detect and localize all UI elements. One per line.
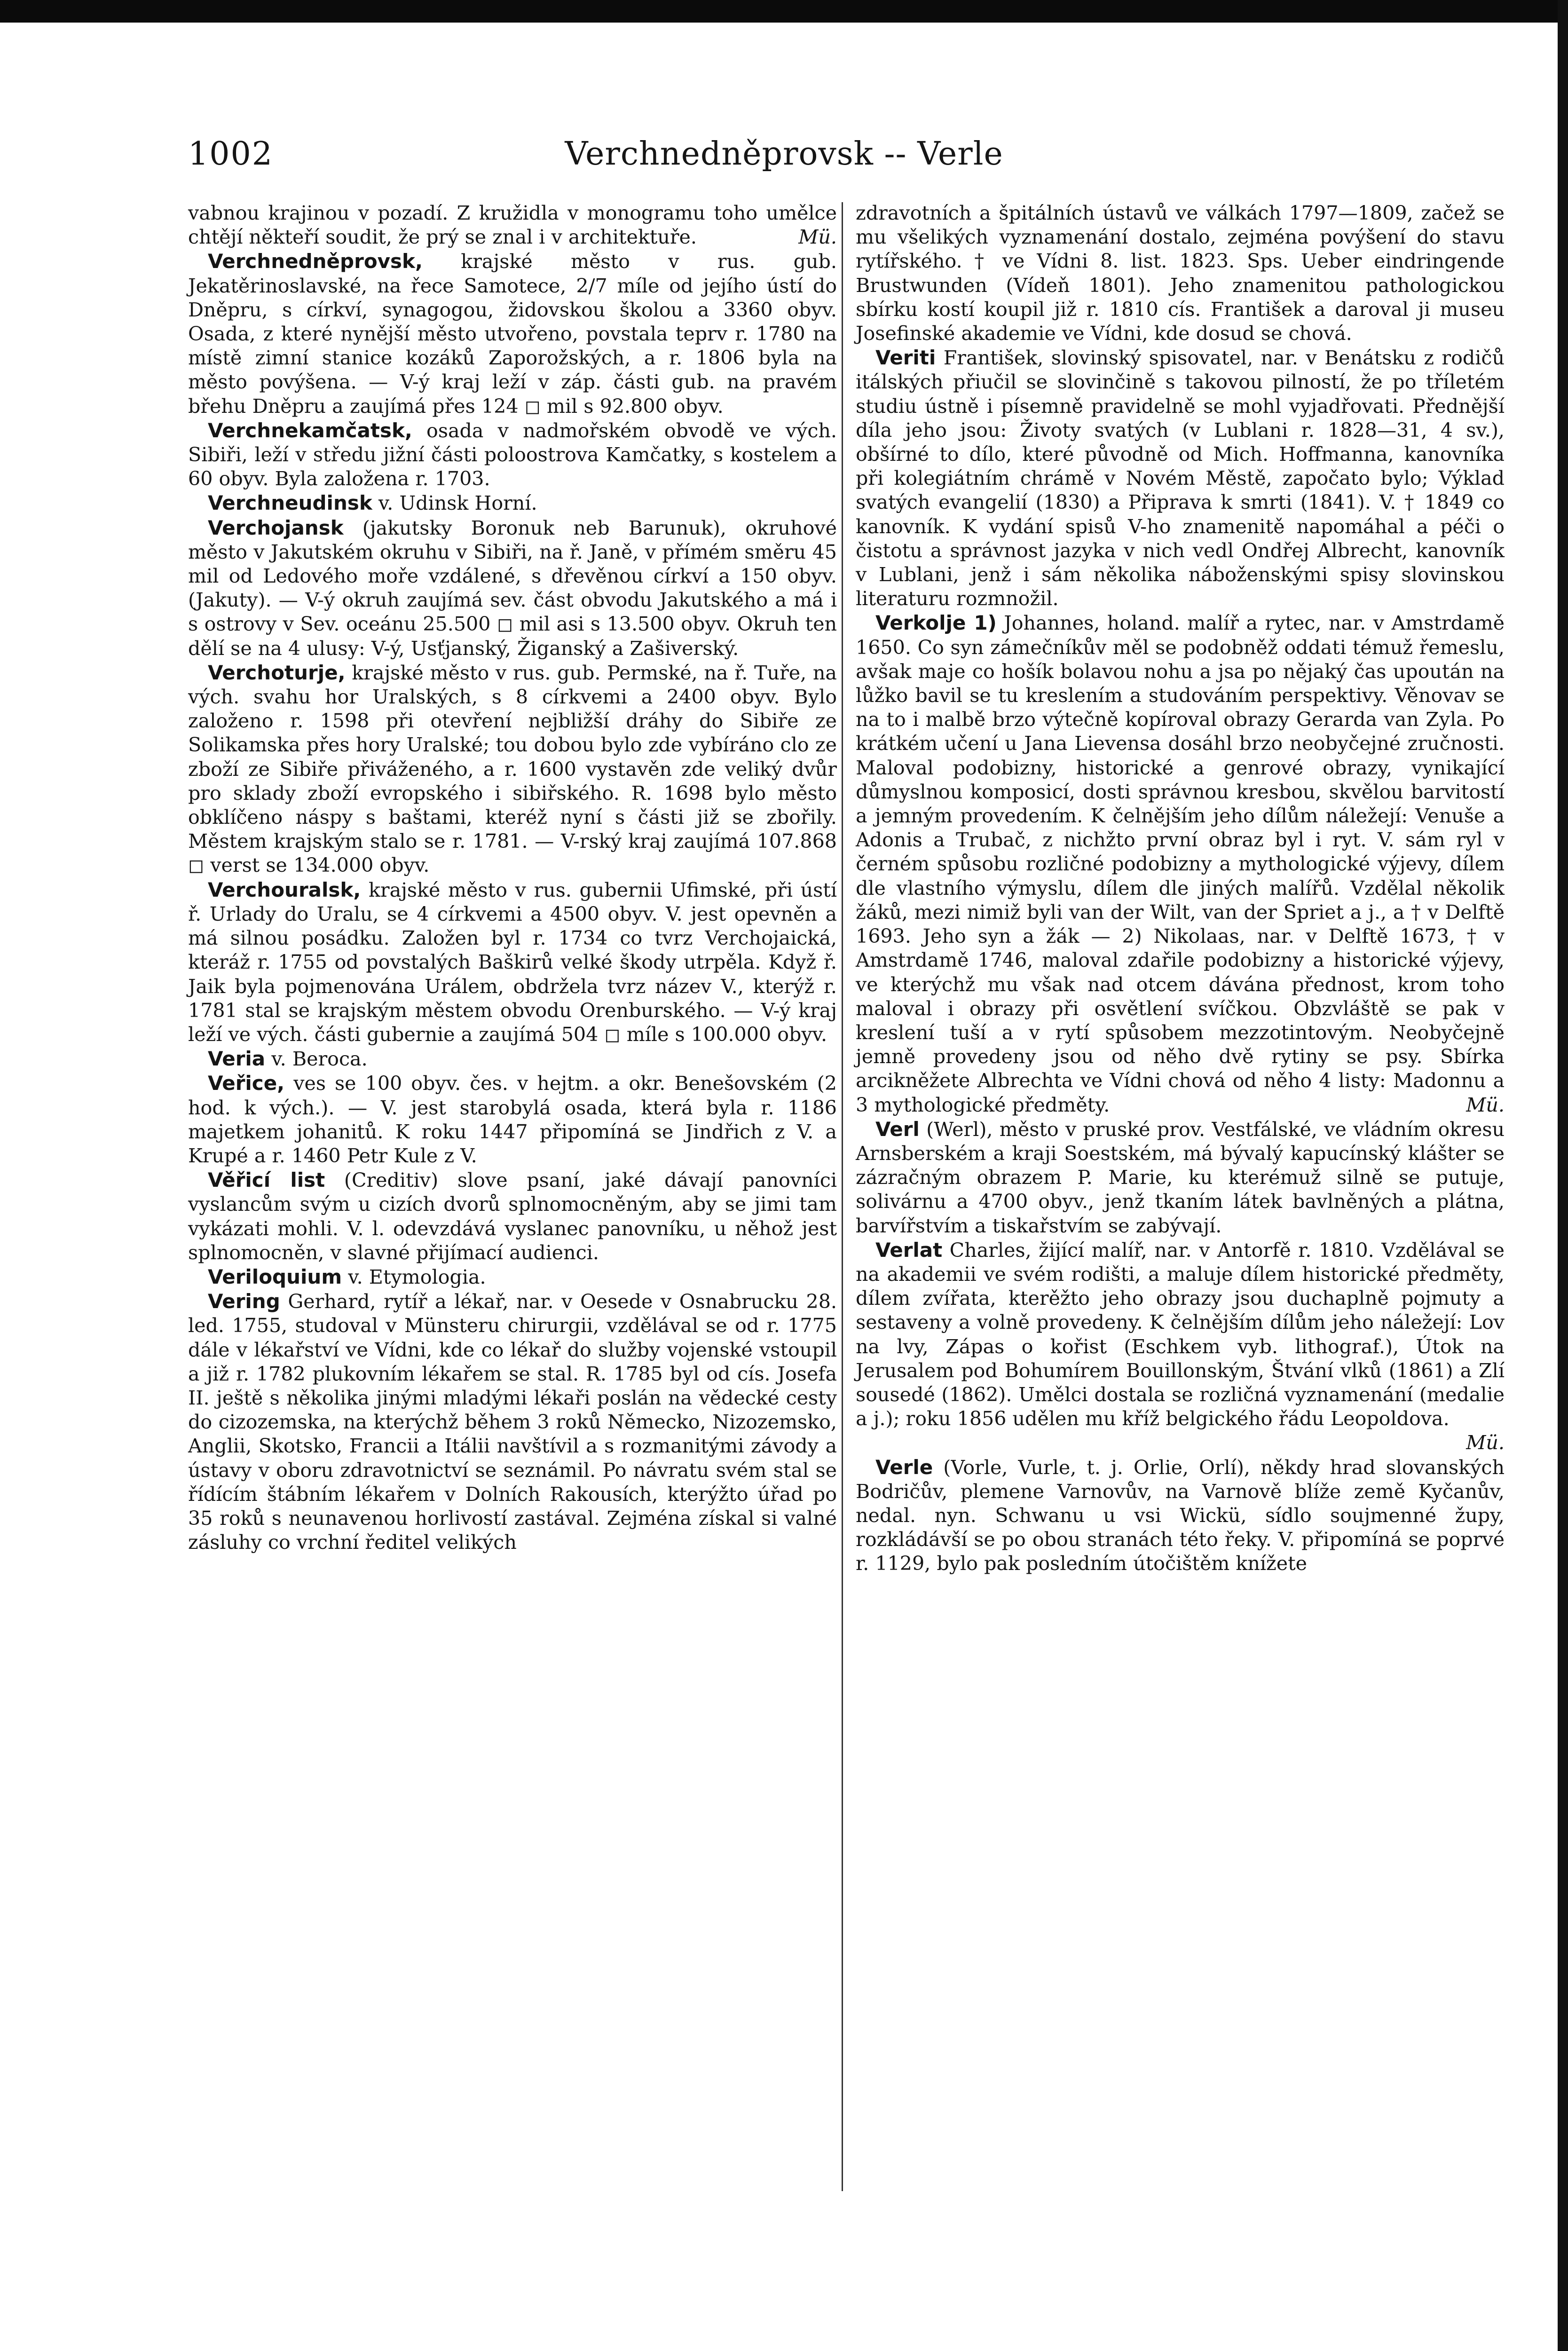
dictionary-entry <box>188 661 837 878</box>
dictionary-entry <box>188 418 837 491</box>
entry-headword: Verchouralsk, <box>208 878 361 901</box>
entry-headword: Verlat <box>875 1238 943 1262</box>
author-signature: Mü. <box>798 226 837 249</box>
entry-headword: Věřicí list <box>208 1168 325 1192</box>
page-number: 1002 <box>188 135 274 173</box>
entry-text: František, slovinský spisovatel, nar. v Benátsku z rodičů itálských přiučil se slovinčině s takovou pilností, že po tříletém studiu ústně i písemně pravidelně se mohl vyjadřovati. Přednější díla jeho jsou: Životy svatých (v Lublani r. 1828—31, 4 sv.), obšírné to dílo, které původně od Mich. Hoffmanna, kanovníka při kolegiátním chrámě v Novém Městě, započato bylo; Výklad svatých evangelií (1830) a Připrava k smrti (1841). V. † 1849 co kanovník. K vydání spisů V-ho znamenitě napomáhal a péči o čistotu a správnost jazyka v nich vedl Ondřej Albrecht, kanovník v Lublani, jenž i sám několika náboženskými spisy slovinskou literaturu rozmnožil. <box>856 347 1505 610</box>
entry-headword: Veřice, <box>208 1072 285 1095</box>
entry-headword: Verchneudinsk <box>208 491 372 515</box>
entry-text: krajské město v rus. gub. Permské, na ř. Tuře, na vých. svahu hor Uralských, s 8 církvemi a 2400 obyv. Bylo založeno r. 1598 při otevření nejbližší dráhy do Sibiře ze Solikamska přes hory Uralské; tou dobou bylo zde vybíráno clo ze zboží ze Sibiře přiváženého, a r. 1600 vystavěn zde veliký dvůr pro sklady zboží evropského i sibiřského. R. 1698 bylo město obklíčeno náspy s baštami, kteréž nyní s části již se zbořily. Městem krajským stalo se r. 1781. — V-rský kraj zaujímá 107.868 ◻ verst se 134.000 obyv. <box>188 661 837 877</box>
entry-text: v. Beroca. <box>271 1048 368 1071</box>
scan-top-border <box>0 0 1568 23</box>
entry-text: Charles, žijící malíř, nar. v Antorfě r. 1810. Vzdělával se na akademii ve svém rodišti, a maluje dílem historické předměty, dílem zvířata, kterěžto jeho obrazy jsou duchaplně pojmuty a sestaveny a volně provedeny. K čelnějším dílům jeho náležejí: Lov na lvy, Zápas o kořist (Eschkem vyb. lithograf.), Útok na Jerusalem pod Bohumírem Bouillonským, Štvání vlků (1861) a Zlí sousedé (1862). Umělci dostala se rozličná vyznamenání (medalie a j.); roku 1856 udělen mu kříž belgického řádu Leopoldova. <box>856 1239 1505 1430</box>
page-header <box>0 135 1568 187</box>
entry-text: v. Etymologia. <box>348 1265 486 1288</box>
author-signature: Mü. <box>1466 1093 1505 1116</box>
dictionary-entry <box>188 1265 837 1289</box>
dictionary-entry <box>188 249 837 418</box>
dictionary-entry <box>188 491 837 515</box>
entry-text: osada v nadmořském obvodě ve vých. Sibiři, leží v středu jižní části poloostrova Kamčatky, s kostelem a 60 obyv. Byla založena r. 1703. <box>188 419 837 490</box>
entry-text: zdravotních a špitálních ústavů ve válkách 1797—1809, začež se mu všelikých vyznamenání dostalo, zejména povýšení do stavu rytířského. † ve Vídni 8. list. 1823. Sps. Ueber eindringende Brustwunden (Vídeň 1801). Jeho znamenitou pathologickou sbírku kostí koupil již r. 1810 cís. František a daroval ji museu Josefinské akademie ve Vídni, kde dosud se chová. <box>856 202 1505 345</box>
dictionary-entry <box>188 878 837 1047</box>
entry-text: Gerhard, rytíř a lékař, nar. v Oesede v Osnabrucku 28. led. 1755, studoval v Münsteru chirurgii, vzdělával se od r. 1775 dále v lékařství ve Vídni, kde co lékař do služby vojenské vstoupil a již r. 1782 plukovním lékařem se stal. R. 1785 byl od cís. Josefa II. ještě s několika jinými mladými lékaři poslán na vědecké cesty do cizozemska, na kterýchž během 3 roků Německo, Nizozemsko, Anglii, Skotsko, Francii a Itálii navštívil a s rozmanitými závody a ústavy v oboru zdravotnictví se seznámil. Po návratu svém stal se řídícím štábním lékařem v Dolních Rakousích, kterýžto úřad po 35 roků s neunavenou horlivostí zastával. Zejména získal si valné zásluhy co vrchní ředitel velikých <box>188 1290 837 1554</box>
dictionary-entry <box>856 201 1505 346</box>
dictionary-entry <box>856 346 1505 611</box>
dictionary-entry <box>856 1117 1505 1238</box>
dictionary-entry <box>856 1455 1505 1576</box>
entry-headword: Verchojansk <box>208 516 344 539</box>
entry-text: (Vorle, Vurle, t. j. Orlie, Orlí), někdy hrad slovanských Bodričův, plemene Varnovův, na Varnově blíže země Kyčanův, nedal. nyn. Schwanu u vsi Wickü, sídlo soujmenné župy, rozkládávší se po obou stranách této řeky. V. připomíná se poprvé r. 1129, bylo pak posledním útočištěm knížete <box>856 1456 1505 1575</box>
entry-headword: Veriti <box>875 346 936 370</box>
dictionary-entry <box>188 1289 837 1554</box>
entry-text: v. Udinsk Horní. <box>378 492 537 515</box>
entry-text: (jakutsky Boronuk neb Barunuk), okruhové město v Jakutském okruhu v Sibiři, na ř. Janě, v přímém směru 45 mil od Ledového moře vzdálené, s dřevěnou církví a 150 obyv. (Jakuty). — V-ý okruh zaujímá sev. část obvodu Jakutského a má i s ostrovy v Sev. oceánu 25.500 ◻ mil asi s 13.500 obyv. Okruh ten dělí se na 4 ulusy: V-ý, Usťjanský, Žiganský a Zašiverský. <box>188 516 837 660</box>
dictionary-entry <box>188 516 837 661</box>
entry-headword: Verchnekamčatsk, <box>208 418 412 442</box>
column-divider <box>842 202 843 2191</box>
entry-text: vabnou krajinou v pozadí. Z kružidla v monogramu toho umělce chtějí někteří soudit, že prý se znal i v architektuře. <box>188 202 837 249</box>
entry-headword: Veria <box>208 1047 266 1071</box>
entry-text: (Creditiv) slove psaní, jaké dávají panovníci vyslancům svým u cizích dvorů splnomocněným, aby se jimi tam vykázati mohli. V. l. odevzdává vyslanec panovníku, u něhož jest splnomocněn, v slavné přijímací audienci. <box>188 1169 837 1264</box>
entry-headword: Veriloquium <box>208 1265 342 1288</box>
entry-headword: Verchnedněprovsk, <box>208 250 423 273</box>
entry-headword: Vering <box>208 1290 280 1313</box>
dictionary-entry <box>188 1071 837 1168</box>
entry-text: krajské město v rus. gubernii Ufimské, při ústí ř. Urlady do Uralu, se 4 církvemi a 4500 obyv. V. jest opevněn a má silnou posádku. Založen byl r. 1734 co tvrz Verchojaická, kteráž r. 1755 od povstalých Baškirů velké škody utrpěla. Když ř. Jaik byla pojmenována Urálem, obdržela tvrz název V., kterýž r. 1781 stal se krajským městem obvodu Orenburského. — V-ý kraj leží ve vých. části gubernie a zaujímá 504 ◻ míle s 100.000 obyv. <box>188 878 837 1046</box>
entry-text: krajské město v rus. gub. Jekatěrinoslavské, na řece Samotece, 2/7 míle od jejího ústí do Dněpru, s církví, synagogou, židovskou školou a 3360 obyv. Osada, z které nynější město utvořeno, povstala teprv r. 1780 na místě zimní stanice kozáků Zaporožských, a r. 1806 byla na město povýšena. — V-ý kraj leží v záp. části gub. na pravém břehu Dněpru a zaujímá přes 124 ◻ mil s 92.800 obyv. <box>188 250 837 418</box>
author-signature: Mü. <box>1466 1431 1505 1454</box>
dictionary-entry <box>856 1238 1505 1455</box>
dictionary-entry <box>188 1168 837 1265</box>
entry-headword: Verle <box>875 1455 933 1479</box>
entry-headword: Verchoturje, <box>208 661 346 684</box>
running-title: Verchnedněprovsk -- Verle <box>565 135 1003 173</box>
dictionary-entry <box>188 201 837 249</box>
dictionary-entry <box>188 1047 837 1071</box>
right-column <box>856 201 1505 1576</box>
entry-headword: Verl <box>875 1117 920 1141</box>
entry-headword: Verkolje 1) <box>875 611 997 635</box>
dictionary-entry <box>856 611 1505 1117</box>
entry-text: ves se 100 obyv. čes. v hejtm. a okr. Benešovském (2 hod. k vých.). — V. jest starobylá osada, která byla r. 1186 majetkem johanitů. K roku 1447 připomíná se Jindřich z V. a Krupé a r. 1460 Petr Kule z V. <box>188 1072 837 1167</box>
entry-text: (Werl), město v pruské prov. Vestfálské, ve vládním okresu Arnsberském a kraji Soestském, má bývalý kapucínský klášter se zázračným obrazem P. Marie, ku kterémuž silně se putuje, solivárnu a 4700 obyv., jenž tkaním látek bavlněných a plátna, barvířstvím a tiskařstvím se zabývají. <box>856 1118 1505 1237</box>
scan-right-border <box>1558 0 1568 2351</box>
entry-text: Johannes, holand. malíř a rytec, nar. v Amstrdamě 1650. Co syn zámečníkův měl se podobněž oddati témuž řemeslu, avšak maje co hošík bolavou nohu a jsa po nějaký čas upoután na lůžko bavil se tu kreslením a studováním perspektivy. Věnovav se na to i malbě brzo výtečně kopíroval obrazy Gerarda van Zyla. Po krátkém učení u Jana Lievensa dosáhl brzo neobyčejné zručnosti. Maloval podobizny, historické a genrové obrazy, vynikající důmyslnou komposicí, dosti správnou kresbou, skvělou barvitostí a jemným provedením. K čelnějším jeho dílům náležejí: Venuše a Adonis a Trubač, z nichžto první obraz byl i ryt. V. sám ryl v černém spůsobu rozličné podobizny a mythologické výjevy, dílem dle vlastního výmyslu, dílem dle jiných malířů. Vzdělal několik žáků, mezi nimiž byli van der Wilt, van der Spriet a j., a † v Delftě 1693. Jeho syn a žák — 2) Nikolaas, nar. v Delftě 1673, † v Amstrdamě 1746, maloval zdařile podobizny a historické výjevy, ve kterýchž mu však nad otcem dávána přednost, krom toho maloval i obrazy při osvětlení svíčkou. Obzvláště se pak v kreslení tuší a v rytí spůsobem mezzotintovým. Neobyčejně jemně provedeny jsou od něho dvě rytiny se psy. Sbírka arcikněžete Albrechta ve Vídni chová od něho 4 listy: Madonnu a 3 mythologické předměty. <box>856 612 1505 1116</box>
left-column <box>188 201 837 1554</box>
